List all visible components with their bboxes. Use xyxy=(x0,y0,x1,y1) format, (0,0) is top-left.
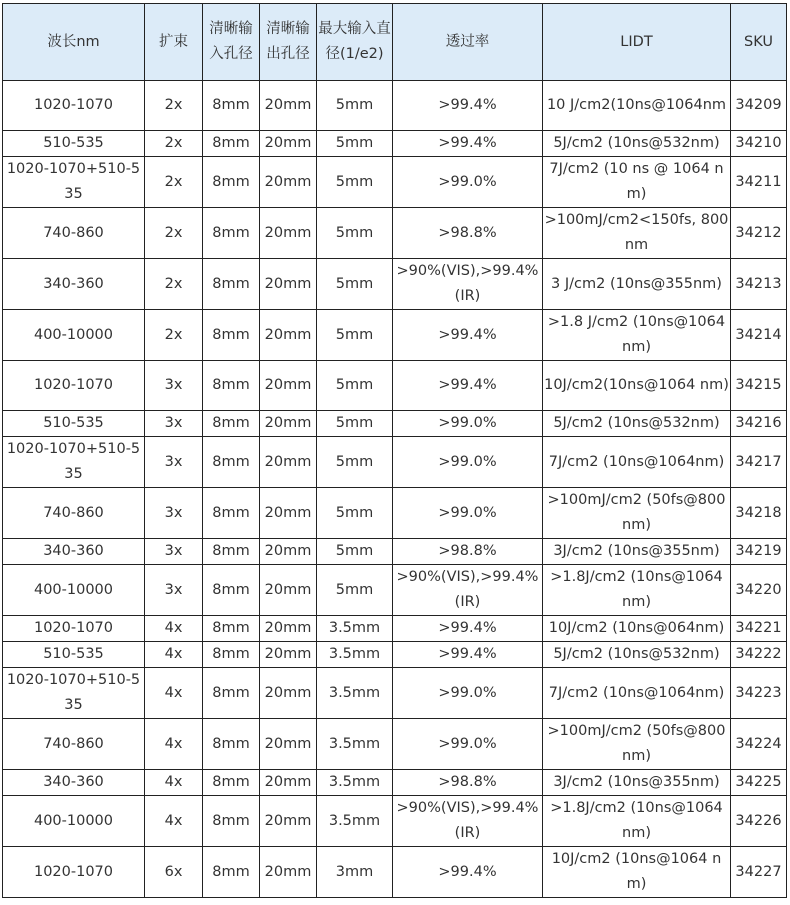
cell-output-aperture: 20mm xyxy=(260,437,317,488)
cell-lidt: >1.8J/cm2 (10ns@1064 nm) xyxy=(543,565,731,616)
cell-input-aperture: 8mm xyxy=(203,642,260,668)
cell-wavelength: 340-360 xyxy=(3,259,145,310)
cell-transmission: >98.8% xyxy=(393,770,543,796)
table-row xyxy=(3,310,787,361)
cell-input-aperture: 8mm xyxy=(203,616,260,642)
cell-input-aperture: 8mm xyxy=(203,208,260,259)
cell-expansion: 6x xyxy=(145,847,203,898)
cell-transmission: >99.4% xyxy=(393,310,543,361)
table-row xyxy=(3,361,787,411)
cell-transmission: >99.0% xyxy=(393,411,543,437)
cell-max-input-diameter: 3.5mm xyxy=(317,796,393,847)
cell-sku: 34216 xyxy=(731,411,787,437)
table-row xyxy=(3,208,787,259)
cell-sku: 34217 xyxy=(731,437,787,488)
cell-input-aperture: 8mm xyxy=(203,361,260,411)
cell-input-aperture: 8mm xyxy=(203,539,260,565)
cell-expansion: 4x xyxy=(145,616,203,642)
cell-transmission: >99.0% xyxy=(393,437,543,488)
cell-lidt: >100mJ/cm2 (50fs@800 nm) xyxy=(543,719,731,770)
cell-output-aperture: 20mm xyxy=(260,81,317,131)
cell-output-aperture: 20mm xyxy=(260,310,317,361)
cell-sku: 34227 xyxy=(731,847,787,898)
cell-expansion: 4x xyxy=(145,719,203,770)
cell-lidt: 5J/cm2 (10ns@532nm) xyxy=(543,411,731,437)
cell-lidt: 10J/cm2(10ns@1064 nm) xyxy=(543,361,731,411)
cell-transmission: >99.4% xyxy=(393,847,543,898)
header-input-aperture: 清晰输入孔径 xyxy=(203,4,260,81)
cell-wavelength: 1020-1070+510-535 xyxy=(3,668,145,719)
cell-lidt: 3J/cm2 (10ns@355nm) xyxy=(543,770,731,796)
cell-sku: 34226 xyxy=(731,796,787,847)
cell-max-input-diameter: 5mm xyxy=(317,81,393,131)
cell-expansion: 3x xyxy=(145,488,203,539)
cell-input-aperture: 8mm xyxy=(203,131,260,157)
cell-output-aperture: 20mm xyxy=(260,361,317,411)
cell-expansion: 2x xyxy=(145,131,203,157)
cell-input-aperture: 8mm xyxy=(203,668,260,719)
cell-input-aperture: 8mm xyxy=(203,157,260,208)
table-row xyxy=(3,157,787,208)
cell-output-aperture: 20mm xyxy=(260,565,317,616)
cell-transmission: >99.4% xyxy=(393,616,543,642)
cell-sku: 34225 xyxy=(731,770,787,796)
cell-expansion: 3x xyxy=(145,361,203,411)
cell-wavelength: 340-360 xyxy=(3,539,145,565)
cell-wavelength: 740-860 xyxy=(3,719,145,770)
cell-sku: 34219 xyxy=(731,539,787,565)
cell-max-input-diameter: 3.5mm xyxy=(317,642,393,668)
table-row xyxy=(3,411,787,437)
cell-lidt: >1.8J/cm2 (10ns@1064 nm) xyxy=(543,796,731,847)
table-row xyxy=(3,668,787,719)
cell-lidt: 7J/cm2 (10ns@1064nm) xyxy=(543,668,731,719)
cell-input-aperture: 8mm xyxy=(203,81,260,131)
cell-max-input-diameter: 5mm xyxy=(317,361,393,411)
cell-output-aperture: 20mm xyxy=(260,411,317,437)
cell-transmission: >99.4% xyxy=(393,361,543,411)
header-expansion: 扩束 xyxy=(145,4,203,81)
cell-transmission: >99.4% xyxy=(393,642,543,668)
cell-wavelength: 1020-1070+510-535 xyxy=(3,437,145,488)
cell-sku: 34218 xyxy=(731,488,787,539)
table-row xyxy=(3,259,787,310)
cell-input-aperture: 8mm xyxy=(203,310,260,361)
cell-transmission: >98.8% xyxy=(393,539,543,565)
cell-transmission: >99.4% xyxy=(393,131,543,157)
cell-input-aperture: 8mm xyxy=(203,847,260,898)
table-row xyxy=(3,437,787,488)
table-row xyxy=(3,81,787,131)
header-row xyxy=(3,4,787,81)
table-row xyxy=(3,770,787,796)
cell-expansion: 4x xyxy=(145,642,203,668)
cell-wavelength: 1020-1070 xyxy=(3,81,145,131)
cell-input-aperture: 8mm xyxy=(203,796,260,847)
cell-max-input-diameter: 5mm xyxy=(317,488,393,539)
cell-expansion: 3x xyxy=(145,411,203,437)
cell-input-aperture: 8mm xyxy=(203,770,260,796)
header-transmission: 透过率 xyxy=(393,4,543,81)
cell-transmission: >99.4% xyxy=(393,81,543,131)
cell-max-input-diameter: 5mm xyxy=(317,310,393,361)
cell-wavelength: 1020-1070 xyxy=(3,616,145,642)
cell-max-input-diameter: 3mm xyxy=(317,847,393,898)
cell-transmission: >99.0% xyxy=(393,488,543,539)
cell-lidt: 5J/cm2 (10ns@532nm) xyxy=(543,642,731,668)
cell-wavelength: 340-360 xyxy=(3,770,145,796)
cell-transmission: >99.0% xyxy=(393,157,543,208)
cell-expansion: 3x xyxy=(145,437,203,488)
cell-lidt: 10J/cm2 (10ns@064nm) xyxy=(543,616,731,642)
cell-input-aperture: 8mm xyxy=(203,411,260,437)
cell-sku: 34223 xyxy=(731,668,787,719)
table-row xyxy=(3,131,787,157)
cell-wavelength: 400-10000 xyxy=(3,796,145,847)
cell-output-aperture: 20mm xyxy=(260,616,317,642)
table-row xyxy=(3,488,787,539)
cell-sku: 34214 xyxy=(731,310,787,361)
cell-expansion: 3x xyxy=(145,565,203,616)
cell-sku: 34220 xyxy=(731,565,787,616)
cell-max-input-diameter: 3.5mm xyxy=(317,668,393,719)
cell-output-aperture: 20mm xyxy=(260,770,317,796)
cell-expansion: 2x xyxy=(145,259,203,310)
cell-sku: 34209 xyxy=(731,81,787,131)
cell-output-aperture: 20mm xyxy=(260,847,317,898)
table-row xyxy=(3,796,787,847)
cell-transmission: >90%(VIS),>99.4%(IR) xyxy=(393,796,543,847)
cell-expansion: 4x xyxy=(145,668,203,719)
cell-wavelength: 510-535 xyxy=(3,642,145,668)
cell-expansion: 4x xyxy=(145,796,203,847)
cell-input-aperture: 8mm xyxy=(203,259,260,310)
cell-lidt: 10 J/cm2(10ns@1064nm xyxy=(543,81,731,131)
header-sku: SKU xyxy=(731,4,787,81)
cell-max-input-diameter: 5mm xyxy=(317,411,393,437)
cell-lidt: >100mJ/cm2<150fs, 800 nm xyxy=(543,208,731,259)
cell-max-input-diameter: 3.5mm xyxy=(317,770,393,796)
cell-transmission: >99.0% xyxy=(393,668,543,719)
table-row xyxy=(3,847,787,898)
table-row xyxy=(3,719,787,770)
cell-lidt: >1.8 J/cm2 (10ns@1064 nm) xyxy=(543,310,731,361)
cell-max-input-diameter: 3.5mm xyxy=(317,719,393,770)
table-row xyxy=(3,616,787,642)
cell-sku: 34212 xyxy=(731,208,787,259)
cell-max-input-diameter: 5mm xyxy=(317,131,393,157)
cell-wavelength: 400-10000 xyxy=(3,565,145,616)
table-row xyxy=(3,642,787,668)
cell-transmission: >90%(VIS),>99.4%(IR) xyxy=(393,259,543,310)
cell-input-aperture: 8mm xyxy=(203,565,260,616)
cell-sku: 34215 xyxy=(731,361,787,411)
cell-output-aperture: 20mm xyxy=(260,642,317,668)
cell-expansion: 2x xyxy=(145,157,203,208)
cell-sku: 34224 xyxy=(731,719,787,770)
cell-lidt: 7J/cm2 (10 ns @ 1064 nm) xyxy=(543,157,731,208)
cell-input-aperture: 8mm xyxy=(203,488,260,539)
cell-max-input-diameter: 5mm xyxy=(317,157,393,208)
cell-max-input-diameter: 5mm xyxy=(317,259,393,310)
cell-lidt: 7J/cm2 (10ns@1064nm) xyxy=(543,437,731,488)
cell-expansion: 2x xyxy=(145,81,203,131)
cell-lidt: 3 J/cm2 (10ns@355nm) xyxy=(543,259,731,310)
cell-output-aperture: 20mm xyxy=(260,668,317,719)
cell-lidt: 5J/cm2 (10ns@532nm) xyxy=(543,131,731,157)
table-body xyxy=(3,81,787,898)
cell-max-input-diameter: 5mm xyxy=(317,437,393,488)
cell-wavelength: 400-10000 xyxy=(3,310,145,361)
cell-output-aperture: 20mm xyxy=(260,539,317,565)
header-lidt: LIDT xyxy=(543,4,731,81)
cell-expansion: 2x xyxy=(145,310,203,361)
cell-output-aperture: 20mm xyxy=(260,488,317,539)
cell-transmission: >90%(VIS),>99.4%(IR) xyxy=(393,565,543,616)
cell-wavelength: 1020-1070 xyxy=(3,361,145,411)
cell-transmission: >99.0% xyxy=(393,719,543,770)
cell-wavelength: 1020-1070 xyxy=(3,847,145,898)
cell-sku: 34222 xyxy=(731,642,787,668)
cell-expansion: 3x xyxy=(145,539,203,565)
cell-sku: 34211 xyxy=(731,157,787,208)
cell-sku: 34221 xyxy=(731,616,787,642)
cell-wavelength: 1020-1070+510-535 xyxy=(3,157,145,208)
cell-lidt: >100mJ/cm2 (50fs@800 nm) xyxy=(543,488,731,539)
cell-wavelength: 510-535 xyxy=(3,131,145,157)
cell-sku: 34213 xyxy=(731,259,787,310)
cell-output-aperture: 20mm xyxy=(260,796,317,847)
header-wavelength: 波长nm xyxy=(3,4,145,81)
spec-table xyxy=(2,3,787,898)
cell-expansion: 4x xyxy=(145,770,203,796)
cell-input-aperture: 8mm xyxy=(203,437,260,488)
cell-wavelength: 510-535 xyxy=(3,411,145,437)
cell-max-input-diameter: 5mm xyxy=(317,539,393,565)
header-output-aperture: 清晰输出孔径 xyxy=(260,4,317,81)
cell-output-aperture: 20mm xyxy=(260,719,317,770)
cell-output-aperture: 20mm xyxy=(260,131,317,157)
cell-max-input-diameter: 5mm xyxy=(317,565,393,616)
table-row xyxy=(3,539,787,565)
cell-output-aperture: 20mm xyxy=(260,157,317,208)
cell-transmission: >98.8% xyxy=(393,208,543,259)
cell-expansion: 2x xyxy=(145,208,203,259)
header-max-input-diameter: 最大输入直径(1/e2) xyxy=(317,4,393,81)
cell-lidt: 3J/cm2 (10ns@355nm) xyxy=(543,539,731,565)
cell-sku: 34210 xyxy=(731,131,787,157)
cell-lidt: 10J/cm2 (10ns@1064 nm) xyxy=(543,847,731,898)
cell-output-aperture: 20mm xyxy=(260,259,317,310)
cell-output-aperture: 20mm xyxy=(260,208,317,259)
cell-max-input-diameter: 5mm xyxy=(317,208,393,259)
cell-max-input-diameter: 3.5mm xyxy=(317,616,393,642)
cell-wavelength: 740-860 xyxy=(3,208,145,259)
table-row xyxy=(3,565,787,616)
cell-wavelength: 740-860 xyxy=(3,488,145,539)
cell-input-aperture: 8mm xyxy=(203,719,260,770)
